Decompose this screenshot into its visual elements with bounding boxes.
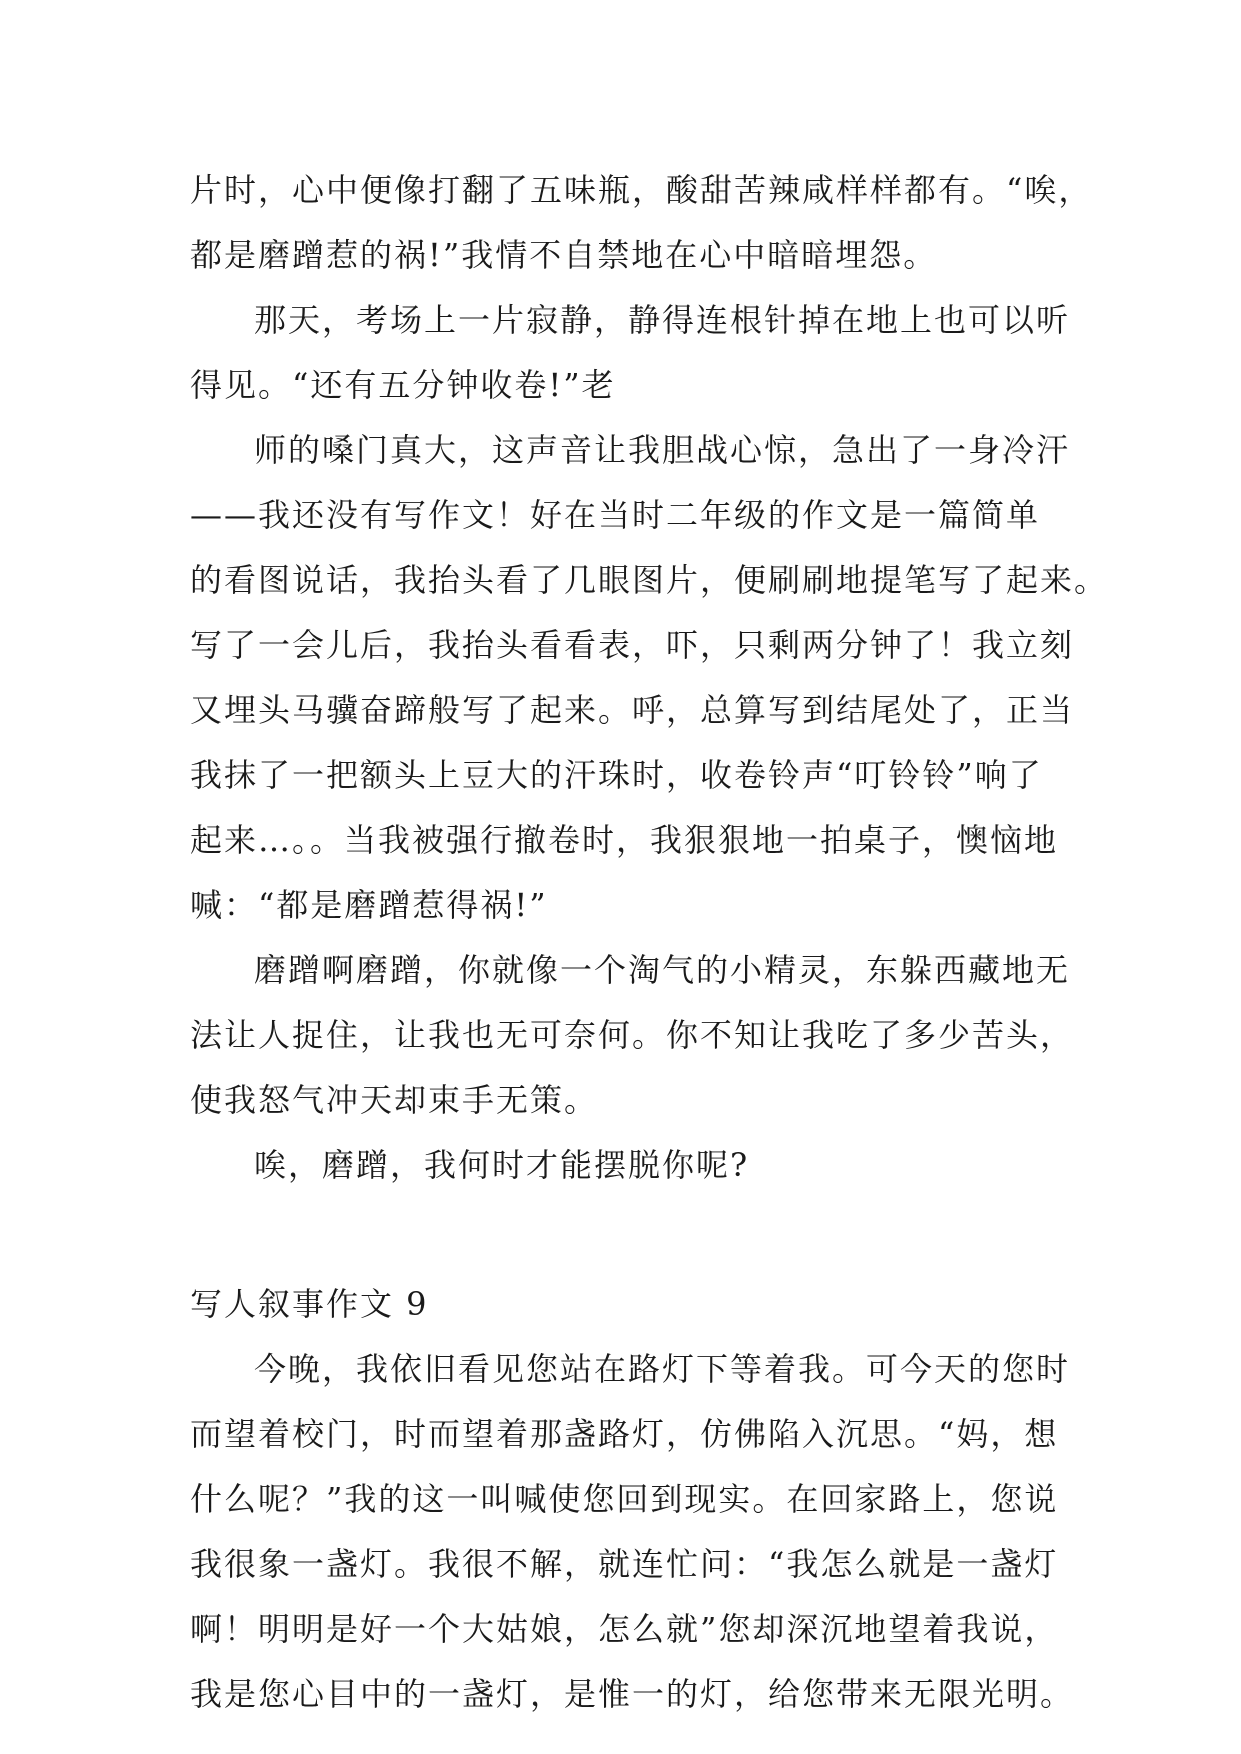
text-line: 使我怒气冲天却束手无策。 [190,1081,599,1119]
text-line: 的看图说话，我抬头看了几眼图片，便刷刷地提笔写了起来。 [190,561,1109,599]
document-body [190,158,1109,1727]
text-line: 我很象一盏灯。我很不解，就连忙问：“我怎么就是一盏灯 [190,1545,1059,1583]
text-line: 啊！明明是好一个大姑娘，怎么就”您却深沉地望着我说， [190,1610,1059,1648]
text-line: 我是您心目中的一盏灯，是惟一的灯，给您带来无限光明。 [190,1675,1075,1713]
text-line: 我抹了一把额头上豆大的汗珠时，收卷铃声“叮铃铃”响了 [190,756,1043,794]
text-line: 师的嗓门真大，这声音让我胆战心惊，急出了一身冷汗 [254,431,1071,469]
text-line: 片时，心中便像打翻了五味瓶，酸甜苦辣咸样样都有。“唉， [190,171,1093,209]
text-line: 而望着校门，时而望着那盏路灯，仿佛陷入沉思。“妈，想 [190,1415,1059,1453]
text-line: 写了一会儿后，我抬头看看表，吓，只剩两分钟了！我立刻 [190,626,1075,664]
text-line: 法让人捉住，让我也无可奈何。你不知让我吃了多少苦头， [190,1016,1075,1054]
text-line: 唉，磨蹭，我何时才能摆脱你呢? [254,1146,750,1184]
text-line: ——我还没有写作文！好在当时二年级的作文是一篇简单 [190,496,1041,534]
text-line: 今晚，我依旧看见您站在路灯下等着我。可今天的您时 [254,1350,1071,1388]
text-line: 喊：“都是磨蹭惹得祸!” [190,886,548,924]
section-title: 写人叙事作文 9 [190,1285,429,1323]
text-line: 磨蹭啊磨蹭，你就像一个淘气的小精灵，东躲西藏地无 [254,951,1071,989]
text-line: 得见。“还有五分钟收卷!”老 [190,366,616,404]
text-line: 都是磨蹭惹的祸!”我情不自禁地在心中暗暗埋怨。 [190,236,938,274]
section-gap [190,1198,1070,1272]
text-line: 又埋头马骥奋蹄般写了起来。呼，总算写到结尾处了，正当 [190,691,1075,729]
text-line: 起来…。。当我被强行撤卷时，我狠狠地一拍桌子，懊恼地 [190,821,1059,859]
text-line: 什么呢？”我的这一叫喊使您回到现实。在回家路上，您说 [190,1480,1059,1518]
text-line: 那天，考场上一片寂静，静得连根针掉在地上也可以听 [254,301,1071,339]
